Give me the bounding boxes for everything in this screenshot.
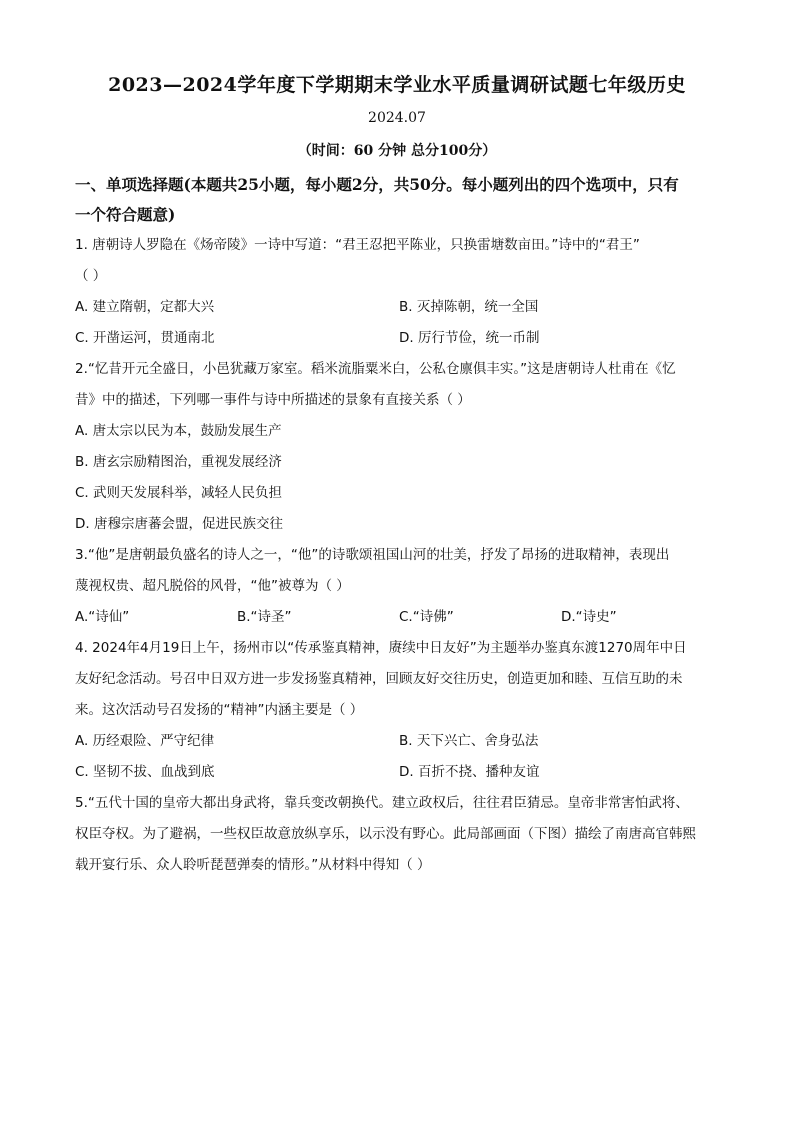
exam-content xyxy=(75,170,725,881)
question-stem: 4. 2024年4月19日上午，扬州市以“传承鉴真精神，赓续中日友好”为主题举办鉴真东渡1270周年中日 xyxy=(75,640,687,656)
option-row xyxy=(75,323,725,354)
option-a[interactable]: A. 历经艰险、严守纪律 xyxy=(75,733,215,749)
question-5 xyxy=(75,788,725,881)
option-b[interactable]: B.“诗圣” xyxy=(237,609,292,625)
exam-date: 2024.07 xyxy=(368,110,426,126)
question-stem: （ ） xyxy=(75,268,107,284)
option-b[interactable]: B. 天下兴亡、舍身弘法 xyxy=(399,733,539,749)
question-stem: 友好纪念活动。号召中日双方进一步发扬鉴真精神，回顾友好交往历史，创造更加和睦、互信互助的未 xyxy=(75,671,683,687)
option-row xyxy=(75,726,725,757)
option-row xyxy=(75,757,725,788)
question-stem: 5.“五代十国的皇帝大都出身武将，靠兵变改朝换代。建立政权后，往往君臣猜忌。皇帝非常害怕武将、 xyxy=(75,795,689,811)
option-d[interactable]: D. 唐穆宗唐蕃会盟，促进民族交往 xyxy=(75,516,283,532)
option-d[interactable]: D. 厉行节俭，统一币制 xyxy=(399,330,540,346)
question-4 xyxy=(75,633,725,788)
question-3 xyxy=(75,540,725,633)
option-a[interactable]: A. 建立隋朝，定都大兴 xyxy=(75,299,215,315)
question-stem: 载开宴行乐、众人聆听琵琶弹奏的情形。”从材料中得知（ ） xyxy=(75,857,431,873)
exam-time-score: （时间：60 分钟 总分100分） xyxy=(297,143,497,159)
question-stem: 1. 唐朝诗人罗隐在《炀帝陵》一诗中写道：“君王忍把平陈业，只换雷塘数亩田。”诗中的“君王” xyxy=(75,237,640,253)
question-stem: 蔑视权贵、超凡脱俗的风骨，“他”被尊为（ ） xyxy=(75,578,350,594)
question-2 xyxy=(75,354,725,540)
option-a[interactable]: A. 唐太宗以民为本，鼓励发展生产 xyxy=(75,423,282,439)
section-heading-cont: 一个符合题意) xyxy=(75,205,176,224)
option-c[interactable]: C. 武则天发展科举，减轻人民负担 xyxy=(75,485,283,501)
option-b[interactable]: B. 唐玄宗励精图治，重视发展经济 xyxy=(75,454,282,470)
option-row xyxy=(75,292,725,323)
section-heading: 一、单项选择题(本题共25小题，每小题2分，共50分。每小题列出的四个选项中，只有 xyxy=(75,175,679,194)
option-d[interactable]: D. 百折不挠、播种友谊 xyxy=(399,764,540,780)
question-1 xyxy=(75,230,725,354)
question-stem: 昔》中的描述，下列哪一事件与诗中所描述的景象有直接关系（ ） xyxy=(75,392,471,408)
option-c[interactable]: C. 开凿运河，贯通南北 xyxy=(75,330,215,346)
option-b[interactable]: B. 灭掉陈朝，统一全国 xyxy=(399,299,539,315)
question-stem: 3.“他”是唐朝最负盛名的诗人之一，“他”的诗歌颂祖国山河的壮美，抒发了昂扬的进取精神，表现出 xyxy=(75,547,670,563)
option-a[interactable]: A.“诗仙” xyxy=(75,609,130,625)
question-stem: 来。这次活动号召发扬的“精神”内涵主要是（ ） xyxy=(75,702,364,718)
question-stem: 权臣夺权。为了避祸，一些权臣故意放纵享乐，以示没有野心。此局部画面（下图）描绘了南唐高官韩熙 xyxy=(75,826,696,842)
option-row xyxy=(75,602,725,633)
question-stem: 2.“忆昔开元全盛日，小邑犹藏万家室。稻米流脂粟米白，公私仓廪俱丰实。”这是唐朝诗人杜甫在《忆 xyxy=(75,361,676,377)
option-c[interactable]: C.“诗佛” xyxy=(399,609,454,625)
option-c[interactable]: C. 坚韧不拔、血战到底 xyxy=(75,764,215,780)
option-d[interactable]: D.“诗史” xyxy=(561,609,617,625)
exam-title: 2023—2024学年度下学期期末学业水平质量调研试题七年级历史 xyxy=(108,74,686,96)
